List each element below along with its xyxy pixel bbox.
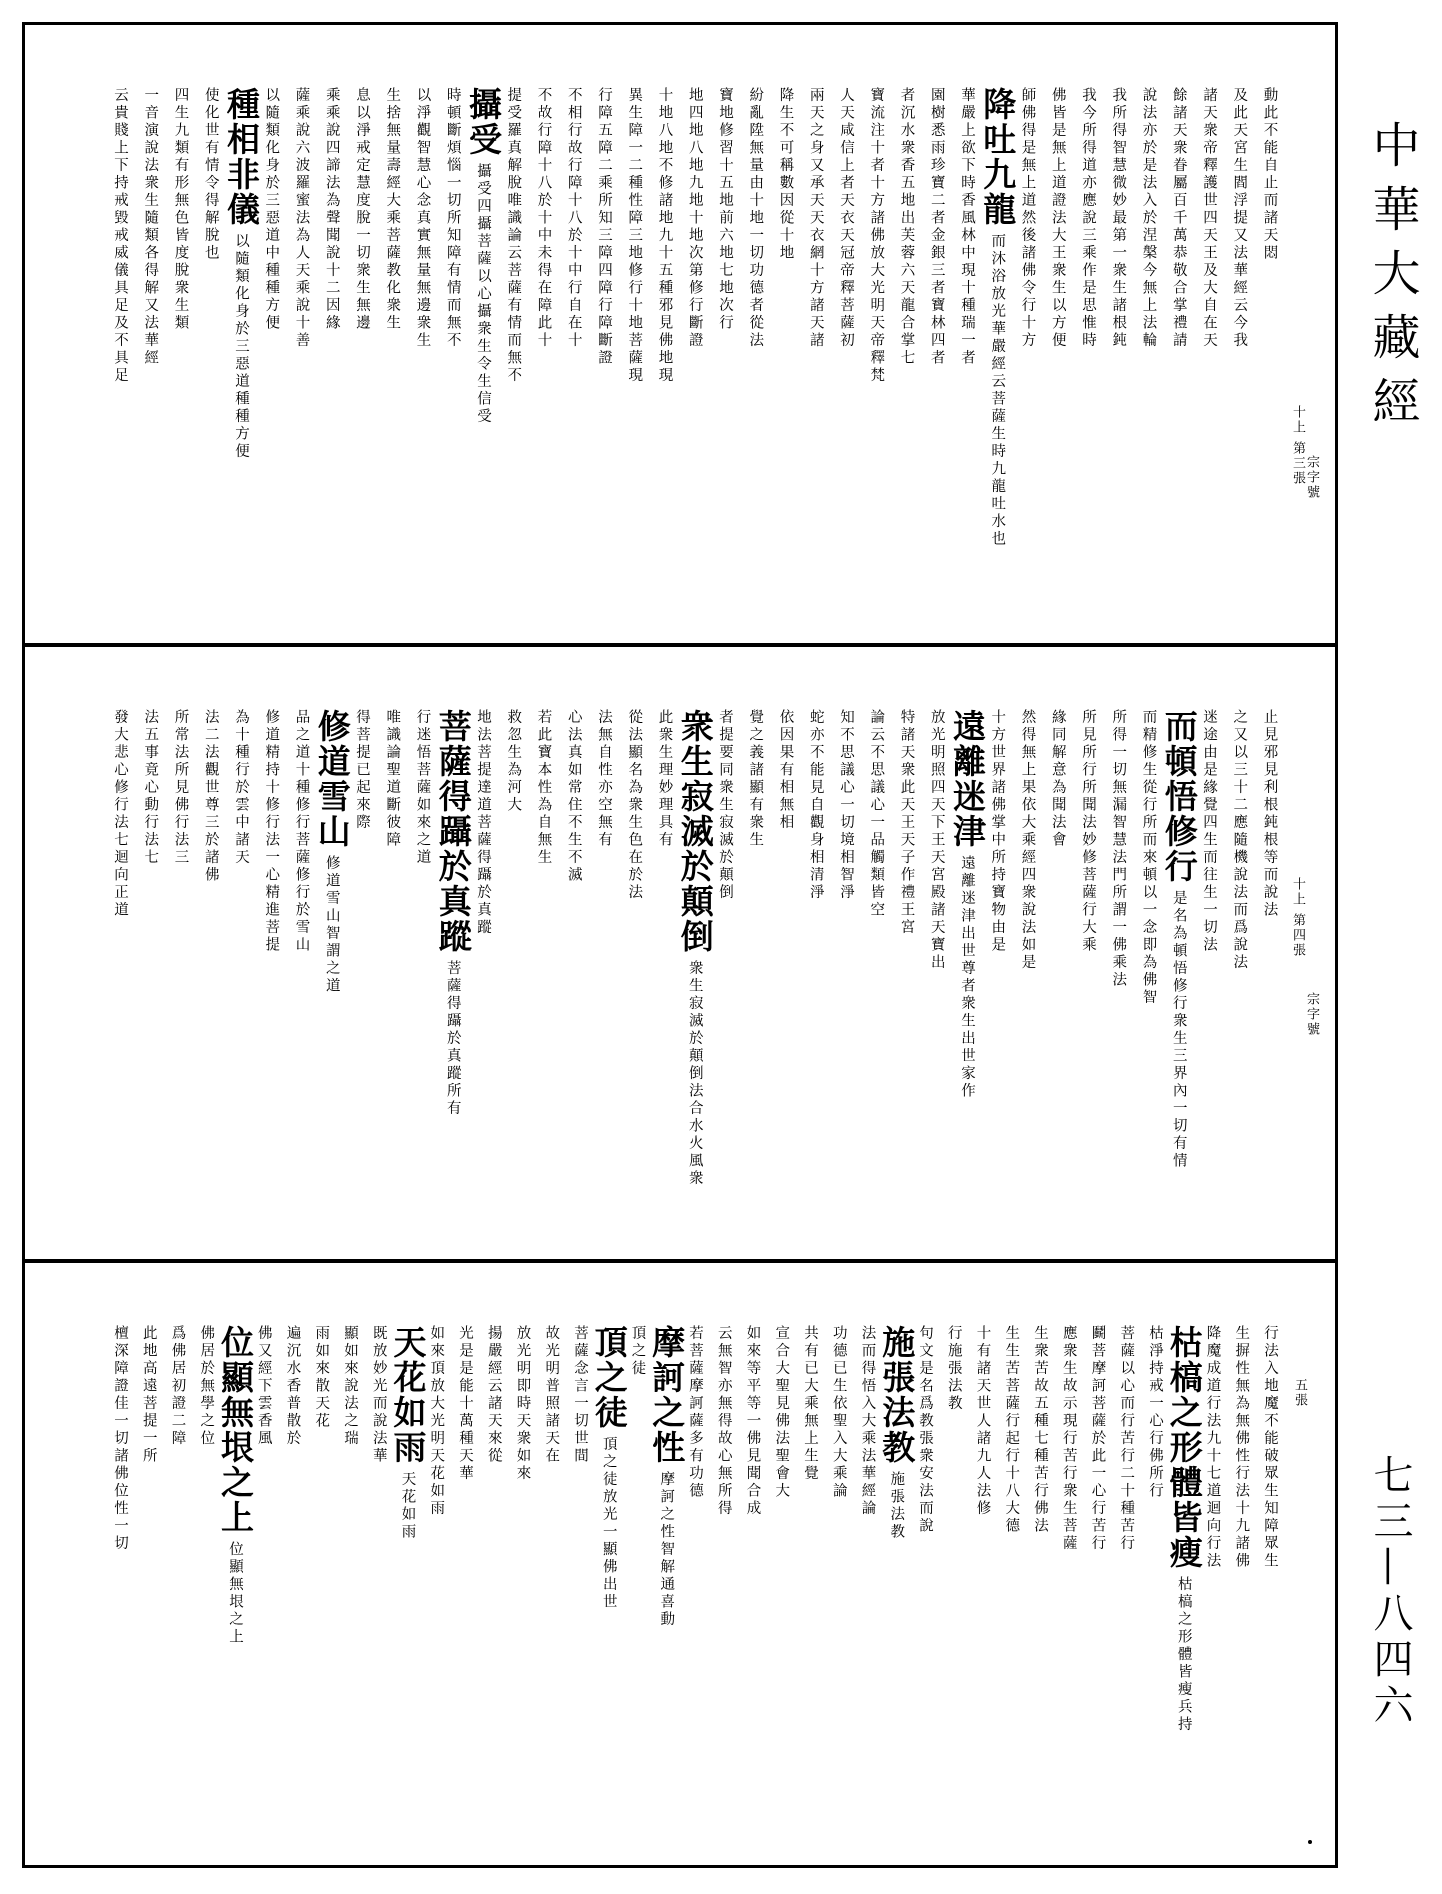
column-text: 時頓斷煩惱一切所知障有情而無不 (444, 87, 461, 350)
column-text: 唯識論聖道斷彼障 (384, 709, 401, 849)
text-columns (109, 87, 1281, 613)
text-column (1115, 1325, 1137, 1835)
text-column (109, 709, 131, 1229)
text-column (877, 1325, 917, 1835)
text-column (654, 87, 676, 613)
text-column (312, 709, 352, 1229)
text-column (744, 709, 766, 1229)
text-column (647, 1325, 687, 1835)
heading-phrase: 位顯無垠之上 (216, 1325, 255, 1535)
text-column (627, 1325, 649, 1835)
text-column (986, 709, 1008, 1229)
column-text: 若菩薩摩訶薩多有功德 (687, 1325, 703, 1500)
column-text: 鬬菩摩訶菩薩於此一心行苦行 (1089, 1325, 1106, 1553)
text-column (805, 87, 827, 613)
column-text: 而沐浴放光華嚴經云菩薩生時九龍吐水也 (989, 233, 1006, 548)
column-text: 佛又經下雲香風 (255, 1325, 272, 1448)
column-text: 十地八地不修諸地九十五種邪見佛地現 (656, 87, 673, 385)
column-text: 及此天宮生閻浮提又法華經云今我 (1231, 87, 1248, 350)
column-text: 特諸天衆此天王天子作禮王宮 (898, 709, 915, 937)
column-text: 品之道十種修行菩薩修行於雪山 (293, 709, 310, 954)
column-text: 行施張法教 (945, 1325, 962, 1413)
text-column (799, 1325, 821, 1835)
column-text: 以淨觀智慧心念真實無量無邊衆生 (414, 87, 431, 350)
column-text: 說法亦於是法入於涅槃今無上法輪 (1140, 87, 1157, 350)
column-text: 降魔成道行法九十七道迴向行法 (1204, 1325, 1221, 1570)
column-text: 云無智亦無得故心無所得 (715, 1325, 732, 1518)
heading-phrase: 衆生寂滅於顛倒 (675, 709, 715, 954)
text-column (368, 1325, 390, 1835)
text-column (1198, 709, 1220, 1229)
column-text: 不相行故行障十八於十中行自在十 (565, 87, 582, 350)
column-text: 揚嚴經云諸天來從 (485, 1325, 502, 1465)
text-column (972, 1325, 994, 1835)
column-text: 諸天衆帝釋護世四天王及大自在天 (1201, 87, 1217, 350)
text-column (170, 87, 192, 613)
column-text: 既放妙光而說法華 (370, 1325, 387, 1465)
column-text: 是名為頓悟修行衆生三界內一切有情 (1170, 890, 1187, 1170)
text-column (195, 1325, 217, 1835)
column-text: 遠離迷津出世尊者衆生出世家作 (959, 855, 975, 1100)
text-column (310, 1325, 332, 1835)
column-text: 攝受四攝菩薩以心攝衆生令生信受 (475, 163, 491, 426)
column-text: 此地高遠菩提一所 (140, 1325, 157, 1465)
column-text: 心法真如常住不生不滅 (565, 709, 582, 884)
column-text: 使化世有情令得解脫也 (202, 87, 219, 262)
text-column (623, 87, 645, 613)
heading-phrase: 遠離迷津 (948, 709, 987, 849)
column-text: 依因果有相無相 (777, 709, 794, 832)
column-text: 生衆苦故五種七種苦行佛法 (1032, 1325, 1048, 1535)
column-text: 人天咸信上者天衣天冠帝釋菩薩初 (838, 87, 854, 350)
column-text: 論云不思議心一品觸類皆空 (868, 709, 885, 919)
column-text: 園樹悉雨珍寶二者金銀三者寶林四者 (928, 87, 945, 367)
text-column (684, 1325, 706, 1835)
text-columns (109, 1325, 1281, 1835)
text-column (109, 1325, 131, 1835)
text-column (914, 1325, 936, 1835)
column-text: 之又以三十二應隨機說法而爲說法 (1231, 709, 1248, 972)
text-column (835, 709, 857, 1229)
column-text: 止見邪見利根鈍根等而說法 (1261, 709, 1278, 919)
column-text: 光是是能十萬種天華 (457, 1325, 473, 1483)
column-text: 救忽生為河大 (505, 709, 522, 814)
text-column (1198, 87, 1220, 613)
text-column (381, 87, 403, 613)
column-text: 寶流注十者十方諸佛放大光明天帝釋梵 (868, 87, 885, 385)
column-text: 十方世界諸佛掌中所持寶物由是 (989, 709, 1006, 954)
column-text: 若此寶本性為自無生 (535, 709, 552, 867)
text-column (593, 87, 615, 613)
collection-title: 中華大藏經 (1364, 120, 1420, 440)
text-column (775, 87, 797, 613)
column-text: 法無自性亦空無有 (596, 709, 612, 849)
column-text: 知不思議心一切境相智淨 (838, 709, 854, 902)
text-column (216, 1325, 255, 1835)
column-text: 生生苦菩薩行起行十八大德 (1003, 1325, 1020, 1535)
heading-phrase: 頂之徒 (589, 1325, 629, 1430)
text-column (425, 1325, 447, 1835)
text-column (828, 1325, 850, 1835)
text-column (675, 709, 715, 1229)
panel-tag: 十上 第三張 (1290, 405, 1305, 487)
text-column (593, 709, 615, 1229)
column-text: 菩薩以心而行苦行二十種苦行 (1118, 1325, 1135, 1553)
text-column (200, 709, 222, 1229)
text-column (623, 709, 645, 1229)
column-text: 地法菩提達道菩薩得躡於真蹤 (475, 709, 491, 937)
column-text: 發大悲心修行法七迴向正道 (112, 709, 128, 919)
column-text: 以隨類化身於三惡道中種種方便 (263, 87, 280, 332)
text-column (1017, 87, 1039, 613)
heading-phrase: 而頓悟修行 (1159, 709, 1199, 884)
column-text: 我所得智慧微妙最第一衆生諸根鈍 (1110, 87, 1127, 350)
text-column (1228, 709, 1250, 1229)
heading-phrase: 種相非儀 (222, 87, 261, 227)
text-column (1017, 709, 1039, 1229)
text-column (200, 87, 222, 613)
column-text: 而精修生從行所而來頓以一念即為佛智 (1140, 709, 1157, 1007)
text-column (654, 709, 676, 1229)
text-column (339, 1325, 361, 1835)
text-panel-1 (25, 25, 1335, 643)
text-column (139, 709, 161, 1229)
text-column (167, 1325, 189, 1835)
column-text: 修道雪山智謂之道 (323, 855, 340, 995)
text-column (464, 87, 503, 613)
text-column (260, 87, 282, 613)
column-text: 乘乘說四諦法為聲聞說十二因緣 (323, 87, 340, 332)
column-text: 頂之徒放光一顯佛出世 (600, 1436, 617, 1611)
column-text: 十有諸天世人諸九人法修 (974, 1325, 991, 1518)
column-text: 遍沉水香普散於 (284, 1325, 301, 1448)
column-text: 覺之義諸顯有衆生 (747, 709, 764, 849)
heading-phrase: 施張法教 (877, 1325, 917, 1465)
text-column (714, 87, 736, 613)
column-text: 放光明照四天下王天宮殿諸天寶出 (928, 709, 945, 972)
text-column (472, 709, 494, 1229)
text-column (1047, 709, 1069, 1229)
column-text: 師佛得是無上道然後諸佛令行十方 (1019, 87, 1036, 350)
column-text: 寶地修習十五地前六地七地次行 (717, 87, 733, 332)
heading-phrase: 摩訶之性 (647, 1325, 687, 1465)
text-column (805, 709, 827, 1229)
column-text: 修道精持十修行法一心精進菩提 (263, 709, 280, 954)
heading-phrase: 修道雪山 (312, 709, 352, 849)
panel-tag: 宗字號 (1304, 455, 1319, 500)
text-column (1168, 87, 1190, 613)
text-column (260, 709, 282, 1229)
text-column (502, 87, 524, 613)
text-column (865, 709, 887, 1229)
column-text: 衆生寂滅於顛倒法合水火風衆 (686, 960, 703, 1188)
text-column (1259, 709, 1281, 1229)
text-column (896, 709, 918, 1229)
text-column (253, 1325, 275, 1835)
column-text: 兩天之身又承天天衣網十方諸天諸 (807, 87, 824, 350)
text-panel-2 (25, 643, 1335, 1259)
column-text: 天花如雨 (399, 1471, 416, 1541)
column-text: 宣合大聖見佛法聖會大 (773, 1325, 790, 1500)
column-text: 摩訶之性智解通喜動 (658, 1471, 675, 1629)
column-text: 生捨無量壽經大乘菩薩教化衆生 (384, 87, 401, 332)
column-text: 法二法觀世尊三於諸佛 (202, 709, 219, 884)
column-text: 迷途由是緣覺四生而往生一切法 (1201, 709, 1217, 954)
text-column (109, 87, 131, 613)
text-column (589, 1325, 629, 1835)
text-column (943, 1325, 965, 1835)
text-column (1228, 87, 1250, 613)
column-text: 異生障一二種性障三地修行十地菩薩現 (626, 87, 643, 385)
column-text: 為十種行於雲中諸天 (233, 709, 249, 867)
text-column (291, 709, 313, 1229)
heading-phrase: 天花如雨 (388, 1325, 428, 1465)
text-column (442, 87, 464, 613)
text-column (978, 87, 1018, 613)
column-text: 故光明普照諸天在 (543, 1325, 560, 1465)
text-column (540, 1325, 562, 1835)
text-column (138, 1325, 160, 1835)
text-column (222, 87, 261, 613)
column-text: 佛皆是無上道證法大王衆生以方便 (1049, 87, 1066, 350)
heading-phrase: 枯槁之形體皆瘦 (1164, 1325, 1204, 1570)
text-column (684, 87, 706, 613)
column-text: 動此不能自止而諸天悶 (1261, 87, 1278, 262)
text-column (381, 709, 403, 1229)
text-column (351, 87, 373, 613)
column-text: 雨如來散天花 (313, 1325, 330, 1430)
column-text: 菩薩念言一切世間 (572, 1325, 588, 1465)
column-text: 功德已生依聖入大乘論 (830, 1325, 847, 1500)
page-frame (22, 22, 1338, 1868)
text-column (1077, 709, 1099, 1229)
text-column (1230, 1325, 1252, 1835)
text-column (1259, 87, 1281, 613)
column-text: 句文是名爲教張衆安法而說 (917, 1325, 933, 1535)
column-text: 頂之徒 (629, 1325, 646, 1378)
column-text: 枯淨持戒一心行佛所行 (1147, 1325, 1163, 1500)
text-column (1000, 1325, 1022, 1835)
column-text: 行迷悟菩薩如來之道 (414, 709, 431, 867)
column-text: 一音演說法衆生隨類各得解又法華經 (142, 87, 159, 367)
column-text: 四生九類有形無色皆度脫衆生類 (172, 87, 189, 332)
page-mark (1308, 1840, 1312, 1844)
column-text: 所見所行所聞法妙修菩薩行大乘 (1080, 709, 1096, 954)
text-column (563, 709, 585, 1229)
text-column (412, 87, 434, 613)
text-column (775, 709, 797, 1229)
column-text: 所得一切無漏智慧法門所謂一佛乘法 (1110, 709, 1127, 989)
column-text: 紛亂陞無量由十地一切功德者從法 (747, 87, 764, 350)
column-text: 法五事竟心動行法七 (142, 709, 159, 867)
text-column (502, 709, 524, 1229)
text-column (1202, 1325, 1224, 1835)
heading-phrase: 菩薩得躡於真蹤 (433, 709, 473, 954)
text-column (291, 87, 313, 613)
column-text: 從法顯名為衆生色在於法 (626, 709, 643, 902)
column-text: 云貴賤上下持戒毀戒威儀具足及不具足 (112, 87, 128, 385)
page-number: 七三—八四六 (1367, 1454, 1413, 1730)
text-column (533, 709, 555, 1229)
text-column (412, 709, 434, 1229)
text-column (1087, 1325, 1109, 1835)
column-text: 生摒性無為無佛性行法十九諸佛 (1233, 1325, 1250, 1570)
column-text: 共有已大乘無上生覺 (802, 1325, 818, 1483)
text-column (282, 1325, 304, 1835)
text-column (1138, 709, 1160, 1229)
column-text: 顯如來說法之瑞 (342, 1325, 358, 1448)
column-text: 佛居於無學之位 (198, 1325, 215, 1448)
text-column (857, 1325, 879, 1835)
column-text: 者提要同衆生寂滅於顛倒 (717, 709, 733, 902)
text-column (388, 1325, 428, 1835)
text-column (533, 87, 555, 613)
column-text: 以隨類化身於三惡道種種方便 (233, 233, 249, 461)
column-text: 餘諸天衆眷屬百千萬恭敬合掌禮請 (1170, 87, 1187, 350)
text-column (569, 1325, 591, 1835)
column-text: 施張法教 (888, 1471, 905, 1541)
panel-tag: 五張 (1292, 1378, 1307, 1408)
column-text: 降生不可稱數因從十地 (777, 87, 794, 262)
panel-tag: 十上 第四張 (1290, 877, 1305, 959)
text-column (1058, 1325, 1080, 1835)
text-columns (109, 709, 1281, 1229)
text-column (1107, 709, 1129, 1229)
column-text: 提受羅真解脫唯識論云菩薩有情而無不 (505, 87, 522, 385)
text-column (835, 87, 857, 613)
column-text: 息以淨戒定慧度脫一切衆生無邊 (354, 87, 370, 332)
text-column (170, 709, 192, 1229)
text-column (926, 87, 948, 613)
text-column (230, 709, 252, 1229)
text-column (896, 87, 918, 613)
text-column (1164, 1325, 1204, 1835)
column-text: 者沉水衆香五地出芙蓉六天龍合掌七 (898, 87, 915, 367)
column-text: 如來頂放大光明天花如雨 (428, 1325, 445, 1518)
text-column (713, 1325, 735, 1835)
text-column (1107, 87, 1129, 613)
text-column (139, 87, 161, 613)
text-column (563, 87, 585, 613)
column-text: 華嚴上欲下時香風林中現十種瑞一者 (959, 87, 975, 367)
text-column (512, 1325, 534, 1835)
heading-phrase: 降吐九龍 (978, 87, 1018, 227)
panel-tag: 宗字號 (1304, 992, 1319, 1037)
column-text: 蛇亦不能見自觀身相清淨 (807, 709, 824, 902)
column-text: 行法入地魔不能破眾生知障眾生 (1262, 1325, 1278, 1570)
text-column (926, 709, 948, 1229)
column-text: 檀深障證佳一切諸佛位性一切 (112, 1325, 128, 1553)
text-column (1159, 709, 1199, 1229)
text-column (956, 87, 978, 613)
column-text: 應衆生故示現行苦行衆生菩薩 (1060, 1325, 1077, 1553)
text-column (1138, 87, 1160, 613)
text-column (433, 709, 473, 1229)
column-text: 法而得悟入大乘法華經論 (859, 1325, 876, 1518)
text-column (483, 1325, 505, 1835)
text-column (865, 87, 887, 613)
column-text: 如來等平等一佛見聞合成 (744, 1325, 761, 1518)
column-text: 所常法所見佛行法三 (172, 709, 189, 867)
column-text: 不故行障十八於十中未得在障此十 (535, 87, 552, 350)
column-text: 放光明即時天衆如來 (514, 1325, 531, 1483)
text-column (1047, 87, 1069, 613)
text-column (1144, 1325, 1166, 1835)
column-text: 行障五障二乘所知三障四障行障斷證 (596, 87, 612, 367)
text-column (948, 709, 987, 1229)
column-text: 菩薩得躡於真蹤所有 (444, 960, 461, 1118)
text-column (1259, 1325, 1281, 1835)
text-column (1029, 1325, 1051, 1835)
column-text: 爲佛居初證二障 (169, 1325, 186, 1448)
column-text: 地四地八地九地十地次第修行斷證 (686, 87, 703, 350)
text-column (742, 1325, 764, 1835)
text-column (770, 1325, 792, 1835)
text-column (454, 1325, 476, 1835)
text-column (351, 709, 373, 1229)
column-text: 薩乘說六波羅蜜法為人天乘說十善 (293, 87, 310, 350)
text-panel-3 (25, 1259, 1335, 1865)
heading-phrase: 攝受 (464, 87, 503, 157)
column-text: 然得無上果依大乘經四衆說法如是 (1019, 709, 1036, 972)
column-text: 此衆生理妙理具有 (656, 709, 673, 849)
text-column (321, 87, 343, 613)
column-text: 緣同解意為聞法會 (1049, 709, 1066, 849)
text-column (744, 87, 766, 613)
text-column (1077, 87, 1099, 613)
column-text: 位顯無垠之上 (227, 1541, 243, 1646)
text-column (714, 709, 736, 1229)
column-text: 得菩提已起來際 (354, 709, 370, 832)
column-text: 我今所得道亦應說三乘作是思惟時 (1080, 87, 1096, 350)
column-text: 枯槁之形體皆瘦兵持 (1175, 1576, 1192, 1734)
